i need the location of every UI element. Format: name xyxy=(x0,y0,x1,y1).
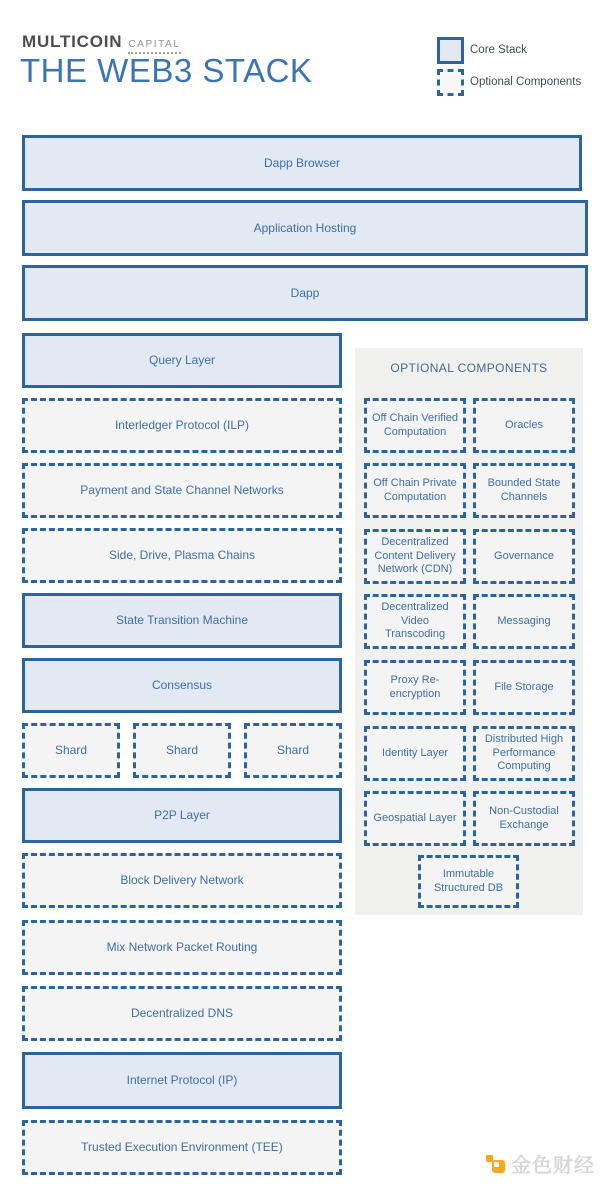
box-decentralized-video-transcoding: Decentralized Video Transcoding xyxy=(364,594,466,649)
logo-multicoin-text: MULTICOIN xyxy=(22,32,123,51)
box-immutable-structured-db: Immutable Structured DB xyxy=(418,855,519,908)
optional-components-legend-label: Optional Components xyxy=(470,76,582,88)
box-off-chain-private-computation: Off Chain Private Computation xyxy=(364,463,466,518)
box-file-storage: File Storage xyxy=(473,660,575,715)
box-trusted-execution-environment-tee: Trusted Execution Environment (TEE) xyxy=(22,1120,342,1175)
box-geospatial-layer: Geospatial Layer xyxy=(364,791,466,846)
jinse-finance-watermark xyxy=(486,1149,595,1178)
box-messaging: Messaging xyxy=(473,594,575,649)
box-decentralized-content-delivery-network-cdn: Decentralized Content Delivery Network (CDN) xyxy=(364,529,466,584)
box-query-layer: Query Layer xyxy=(22,333,342,388)
box-governance: Governance xyxy=(473,529,575,584)
box-mix-network-packet-routing: Mix Network Packet Routing xyxy=(22,920,342,975)
jinse-finance-logo-icon xyxy=(486,1154,506,1174)
core-stack-legend-label: Core Stack xyxy=(470,44,527,56)
optional-components-heading: OPTIONAL COMPONENTS xyxy=(390,361,548,375)
box-block-delivery-network: Block Delivery Network xyxy=(22,853,342,908)
multicoin-capital-logo xyxy=(22,32,181,54)
box-oracles: Oracles xyxy=(473,398,575,453)
box-consensus: Consensus xyxy=(22,658,342,713)
optional-components-swatch-icon xyxy=(437,69,464,96)
box-payment-and-state-channel-networks: Payment and State Channel Networks xyxy=(22,463,342,518)
box-state-transition-machine: State Transition Machine xyxy=(22,593,342,648)
box-shard-1: Shard xyxy=(22,723,120,778)
box-dapp: Dapp xyxy=(22,265,588,321)
box-application-hosting: Application Hosting xyxy=(22,200,588,256)
box-distributed-high-performance-computing: Distributed High Performance Computing xyxy=(473,726,575,781)
box-internet-protocol-ip: Internet Protocol (IP) xyxy=(22,1052,342,1109)
page-title: THE WEB3 STACK xyxy=(20,52,313,89)
watermark-text: 金色财经 xyxy=(511,1155,595,1177)
box-off-chain-verified-computation: Off Chain Verified Computation xyxy=(364,398,466,453)
box-interledger-protocol-ilp: Interledger Protocol (ILP) xyxy=(22,398,342,453)
box-proxy-re-encryption: Proxy Re-encryption xyxy=(364,660,466,715)
box-shard-2: Shard xyxy=(133,723,231,778)
core-stack-swatch-icon xyxy=(437,37,464,64)
box-shard-3: Shard xyxy=(244,723,342,778)
box-identity-layer: Identity Layer xyxy=(364,726,466,781)
box-side-drive-plasma-chains: Side, Drive, Plasma Chains xyxy=(22,528,342,583)
box-non-custodial-exchange: Non-Custodial Exchange xyxy=(473,791,575,846)
box-p2p-layer: P2P Layer xyxy=(22,788,342,843)
logo-capital-text: CAPITAL xyxy=(128,39,180,54)
box-dapp-browser: Dapp Browser xyxy=(22,135,582,191)
box-decentralized-dns: Decentralized DNS xyxy=(22,986,342,1041)
box-bounded-state-channels: Bounded State Channels xyxy=(473,463,575,518)
